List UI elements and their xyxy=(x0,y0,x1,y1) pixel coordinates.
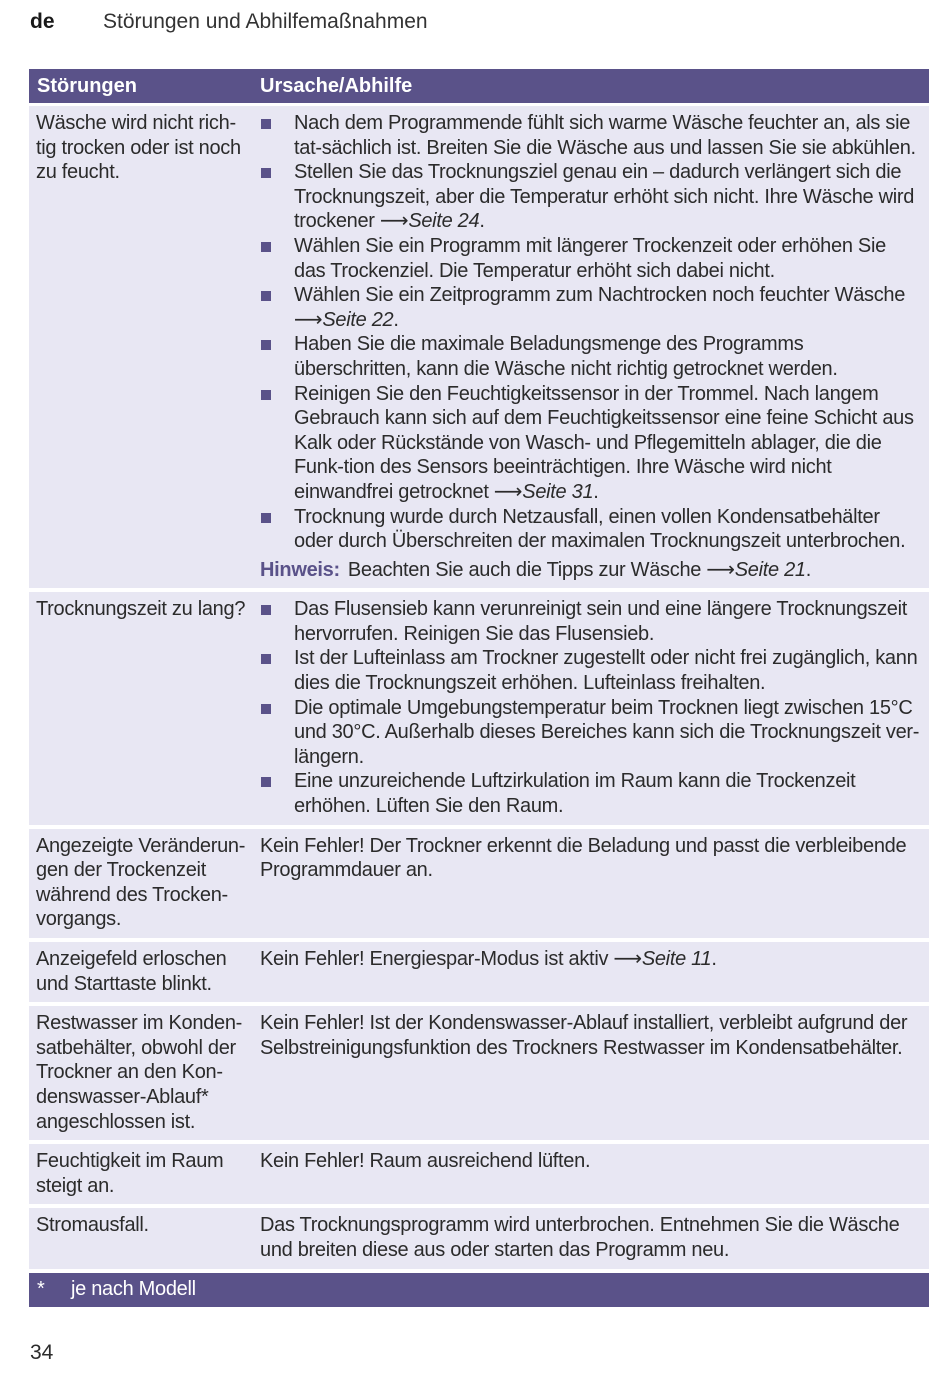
table-row xyxy=(29,1208,929,1268)
bullet-square-icon xyxy=(261,242,271,252)
list-item: Reinigen Sie den Feuchtigkeitssensor in der Trommel. Nach langem Gebrauch kann sich auf dem Feuchtigkeitssensor eine feine Schicht aus Kalk oder Rückstände von Wasch- und Pflegemitteln ablager, die die Funk-tion des Sensors beeinträchtigen. Ihre Wäsche wird nicht einwandfrei getrocknet ⟶Seite 31. xyxy=(260,382,921,505)
problem-cell: Anzeigefeld erloschen und Starttaste blinkt. xyxy=(36,948,227,995)
remedy-cell: Kein Fehler! Energiespar-Modus ist aktiv ⟶Seite 11. xyxy=(260,948,717,970)
bullet-text: Eine unzureichende Luftzirkulation im Raum kann die Trockenzeit erhöhen. Lüften Sie den Raum. xyxy=(294,770,856,818)
bullet-square-icon xyxy=(261,777,271,787)
page-reference: Seite 24 xyxy=(408,210,480,233)
list-item xyxy=(260,597,921,646)
table-row xyxy=(29,942,929,1002)
column-header-cause-remedy: Ursache/Abhilfe xyxy=(260,74,413,97)
bullet-square-icon xyxy=(261,704,271,714)
problem-cell: Restwasser im Konden-satbehälter, obwohl der Trockner an den Kon-denswasser-Ablauf* angeschlossen ist. xyxy=(36,1012,243,1133)
list-item xyxy=(260,234,921,283)
remedy-cell: Kein Fehler! Raum ausreichend lüften. xyxy=(260,1150,591,1173)
bullet-text: Wählen Sie ein Programm mit längerer Trockenzeit oder erhöhen Sie das Trockenziel. Die Temperatur erhöht sich dabei nicht. xyxy=(294,234,886,282)
list-item xyxy=(260,696,921,770)
bullet-text: Stellen Sie das Trocknungsziel genau ein – dadurch verlängert sich die Trocknungszeit, aber die Temperatur erhöht sich nicht. Ihre Wäsche wird trockener xyxy=(294,161,915,233)
arrow-right-icon: ⟶ xyxy=(613,948,642,970)
hint-note: Hinweis: Beachten Sie auch die Tipps zur Wäsche ⟶Seite 21. xyxy=(260,558,811,581)
troubleshooting-table xyxy=(29,69,929,1307)
bullet-text: Nach dem Programmende fühlt sich warme Wäsche feuchter an, als sie tat-sächlich ist. Breiten Sie die Wäsche aus und lassen Sie sie abkühlen. xyxy=(294,112,916,159)
problem-cell: Feuchtigkeit im Raum steigt an. xyxy=(36,1150,224,1197)
column-header-problems: Störungen xyxy=(37,74,137,97)
footnote-text: je nach Modell xyxy=(71,1278,196,1301)
remedy-list xyxy=(260,597,921,818)
remedy-text: Kein Fehler! Energiespar-Modus ist aktiv xyxy=(260,948,609,970)
remedy-cell: Das Trocknungsprogramm wird unterbrochen. Entnehmen Sie die Wäsche und breiten diese aus oder starten das Programm neu. xyxy=(260,1214,900,1261)
bullet-square-icon xyxy=(261,605,271,615)
bullet-square-icon xyxy=(261,291,271,301)
bullet-text: Haben Sie die maximale Beladungsmenge des Programms überschritten, kann die Wäsche nicht richtig getrocknet werden. xyxy=(294,333,838,380)
list-item xyxy=(260,769,921,818)
page-number: 34 xyxy=(30,1341,54,1364)
page-reference: Seite 31 xyxy=(522,480,594,503)
bullet-square-icon xyxy=(261,119,271,129)
section-title: Störungen und Abhilfemaßnahmen xyxy=(103,10,428,33)
table-row xyxy=(29,829,929,938)
table-row xyxy=(29,1144,929,1204)
bullet-square-icon xyxy=(261,340,271,350)
bullet-text: Die optimale Umgebungstemperatur beim Trocknen liegt zwischen 15°C und 30°C. Außerhalb dieses Bereiches kann sich die Trocknungszeit ver-längern. xyxy=(294,696,920,768)
bullet-square-icon xyxy=(261,168,271,178)
bullet-square-icon xyxy=(261,654,271,664)
list-item xyxy=(260,505,921,554)
arrow-right-icon: ⟶ xyxy=(294,308,323,331)
bullet-square-icon xyxy=(261,390,271,400)
page-header xyxy=(30,8,428,36)
problem-cell: Wäsche wird nicht rich-tig trocken oder ist noch zu feucht. xyxy=(36,112,241,184)
table-row xyxy=(29,106,929,588)
list-item xyxy=(260,646,921,695)
table-row xyxy=(29,1006,929,1140)
arrow-right-icon: ⟶ xyxy=(493,480,523,503)
table-footnote xyxy=(29,1273,929,1307)
arrow-right-icon: ⟶ xyxy=(706,558,735,581)
bullet-text: Trocknung wurde durch Netzausfall, einen vollen Kondensatbehälter oder durch Überschreiten der maximalen Trocknungszeit unterbrochen. xyxy=(294,505,906,553)
bullet-text: Wählen Sie ein Zeitprogramm zum Nachtrocken noch feuchter Wäsche xyxy=(294,284,906,307)
problem-cell: Angezeigte Veränderun-gen der Trockenzeit während des Trocken-vorgangs. xyxy=(36,834,246,931)
hint-text: Beachten Sie auch die Tipps zur Wäsche xyxy=(347,558,702,581)
language-code: de xyxy=(30,10,55,33)
list-item: Wählen Sie ein Zeitprogramm zum Nachtrocken noch feuchter Wäsche ⟶Seite 22. xyxy=(260,283,921,332)
page-reference: Seite 11 xyxy=(641,948,712,970)
page-reference: Seite 22 xyxy=(322,308,394,331)
table-header xyxy=(29,69,929,103)
table-row xyxy=(29,592,929,824)
hint-label: Hinweis: xyxy=(260,558,340,581)
remedy-cell xyxy=(252,106,929,588)
bullet-text: Reinigen Sie den Feuchtigkeitssensor in der Trommel. Nach langem Gebrauch kann sich auf dem Feuchtigkeitssensor eine feine Schicht aus Kalk oder Rückstände von Wasch- und Pflegemitteln ablager, die die Funk-tion des Sensors beeinträchtigen. Ihre Wäsche wird nicht einwandfrei getrocknet xyxy=(294,382,914,503)
problem-cell: Stromausfall. xyxy=(36,1214,149,1237)
problem-cell: Trocknungszeit zu lang? xyxy=(36,598,246,621)
page-reference: Seite 21 xyxy=(734,558,806,581)
remedy-cell: Kein Fehler! Der Trockner erkennt die Beladung und passt die verbleibende Programmdauer an. xyxy=(260,834,907,882)
list-item xyxy=(260,332,921,381)
bullet-text: Ist der Lufteinlass am Trockner zugestellt oder nicht frei zugänglich, kann dies die Trocknungszeit erhöhen. Lufteinlass freihalten. xyxy=(294,647,918,695)
list-item xyxy=(260,111,921,160)
bullet-text: Das Flusensieb kann verunreinigt sein und eine längere Trocknungszeit hervorrufen. Reinigen Sie das Flusensieb. xyxy=(294,598,908,645)
arrow-right-icon: ⟶ xyxy=(379,210,409,233)
bullet-square-icon xyxy=(261,513,271,523)
list-item: Stellen Sie das Trocknungsziel genau ein – dadurch verlängert sich die Trocknungszeit, aber die Temperatur erhöht sich nicht. Ihre Wäsche wird trockener ⟶Seite 24. xyxy=(260,160,921,234)
remedy-cell xyxy=(252,592,929,824)
remedy-list xyxy=(260,111,921,554)
remedy-cell: Kein Fehler! Ist der Kondenswasser-Ablauf installiert, verbleibt aufgrund der Selbstreinigungsfunktion des Trockners Restwasser im Kondensatbehälter. xyxy=(260,1012,908,1059)
footnote-mark: * xyxy=(37,1278,45,1301)
